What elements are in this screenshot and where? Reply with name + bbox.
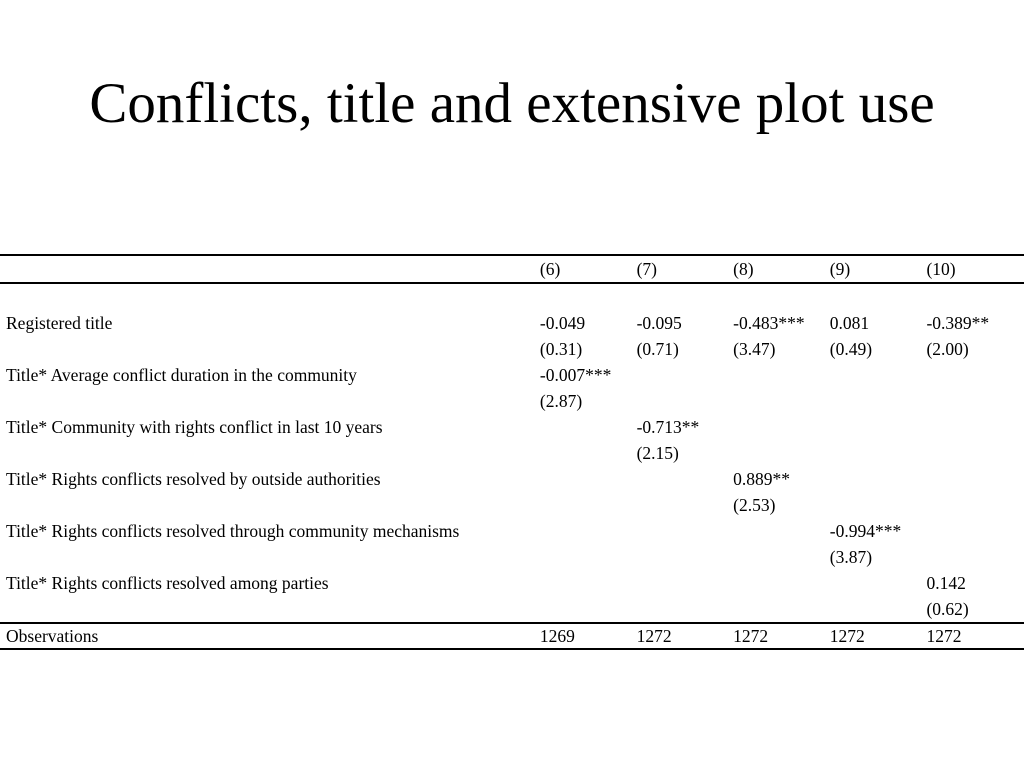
coef-cell bbox=[637, 362, 734, 388]
header-blank-cell bbox=[0, 255, 540, 283]
coef-cell: -0.483*** bbox=[733, 313, 805, 333]
column-header: (8) bbox=[733, 255, 830, 283]
tstat-cell bbox=[926, 440, 1024, 466]
coef-cell: -0.713** bbox=[636, 417, 700, 437]
coef-cell bbox=[733, 518, 830, 544]
row-label: Title* Community with rights conflict in last 10 years bbox=[6, 417, 383, 437]
table-row-coef bbox=[0, 518, 1024, 544]
coef-cell bbox=[830, 466, 927, 492]
coef-cell: -0.095 bbox=[636, 313, 682, 333]
tstat-cell: (2.87) bbox=[539, 391, 583, 411]
coef-cell bbox=[637, 570, 734, 596]
coef-cell: 0.142 bbox=[926, 573, 966, 593]
coef-cell bbox=[540, 466, 637, 492]
coef-cell: -0.049 bbox=[539, 313, 586, 333]
column-header: (10) bbox=[926, 255, 1024, 283]
row-label: Title* Rights conflicts resolved through community mechanisms bbox=[6, 521, 460, 541]
tstat-cell bbox=[830, 388, 927, 414]
coef-cell bbox=[637, 466, 734, 492]
observations-row bbox=[0, 623, 1024, 649]
tstat-cell: (3.87) bbox=[829, 547, 873, 567]
table-row-tstat bbox=[0, 440, 1024, 466]
coef-cell bbox=[830, 362, 927, 388]
tstat-cell bbox=[926, 388, 1024, 414]
tstat-cell bbox=[926, 544, 1024, 570]
tstat-cell: (0.49) bbox=[829, 339, 873, 359]
tstat-cell bbox=[540, 492, 637, 518]
table-row-coef bbox=[0, 414, 1024, 440]
coef-cell bbox=[926, 362, 1024, 388]
table-row-coef bbox=[0, 466, 1024, 492]
spacer-row bbox=[0, 283, 1024, 310]
observations-cell: 1272 bbox=[830, 623, 927, 649]
tstat-cell bbox=[733, 544, 830, 570]
coef-cell bbox=[540, 518, 637, 544]
table-row-coef bbox=[0, 362, 1024, 388]
coef-cell: -0.389** bbox=[926, 313, 990, 333]
coef-cell: 0.081 bbox=[829, 313, 870, 333]
tstat-cell bbox=[830, 492, 927, 518]
column-header: (7) bbox=[637, 255, 734, 283]
tstat-cell bbox=[830, 596, 927, 623]
table-row-tstat bbox=[0, 544, 1024, 570]
tstat-cell: (0.62) bbox=[926, 599, 969, 619]
coef-cell bbox=[540, 570, 637, 596]
column-header: (6) bbox=[540, 255, 637, 283]
tstat-cell: (0.71) bbox=[636, 339, 679, 359]
table-row-coef bbox=[0, 570, 1024, 596]
slide-title: Conflicts, title and extensive plot use bbox=[89, 72, 935, 135]
tstat-cell bbox=[733, 388, 830, 414]
coef-cell bbox=[926, 518, 1024, 544]
tstat-cell bbox=[637, 544, 734, 570]
table-row-tstat bbox=[0, 388, 1024, 414]
observations-label: Observations bbox=[0, 623, 540, 649]
coef-cell bbox=[733, 362, 830, 388]
tstat-cell bbox=[637, 596, 734, 623]
tstat-cell: (2.53) bbox=[733, 495, 776, 515]
row-label: Title* Rights conflicts resolved by outside authorities bbox=[6, 469, 381, 489]
table-header-row bbox=[0, 255, 1024, 283]
tstat-cell bbox=[540, 440, 637, 466]
tstat-cell bbox=[733, 440, 830, 466]
coef-cell: 0.889** bbox=[733, 469, 790, 489]
tstat-cell bbox=[733, 596, 830, 623]
table-row-coef bbox=[0, 310, 1024, 336]
tstat-cell bbox=[540, 596, 637, 623]
coef-cell bbox=[926, 466, 1024, 492]
coef-cell: -0.007*** bbox=[539, 365, 612, 385]
tstat-cell bbox=[926, 492, 1024, 518]
tstat-cell bbox=[540, 544, 637, 570]
coef-cell bbox=[733, 414, 830, 440]
coef-cell bbox=[637, 518, 734, 544]
tstat-cell: (2.15) bbox=[636, 443, 679, 463]
row-label: Registered title bbox=[6, 313, 113, 333]
observations-cell: 1272 bbox=[733, 623, 830, 649]
table-row-tstat bbox=[0, 596, 1024, 623]
observations-cell: 1269 bbox=[540, 623, 637, 649]
coef-cell bbox=[540, 414, 637, 440]
coef-cell bbox=[733, 570, 830, 596]
coef-cell: -0.994*** bbox=[829, 521, 902, 541]
regression-table bbox=[0, 254, 1024, 650]
observations-cell: 1272 bbox=[637, 623, 734, 649]
tstat-cell: (0.31) bbox=[539, 339, 583, 359]
tstat-cell bbox=[637, 388, 734, 414]
coef-cell bbox=[830, 414, 927, 440]
column-header: (9) bbox=[830, 255, 927, 283]
coef-cell bbox=[830, 570, 927, 596]
tstat-cell bbox=[830, 440, 927, 466]
tstat-cell: (2.00) bbox=[926, 339, 969, 359]
observations-cell: 1272 bbox=[926, 623, 1024, 649]
row-label: Title* Average conflict duration in the community bbox=[6, 365, 357, 385]
table-row-tstat bbox=[0, 336, 1024, 362]
coef-cell bbox=[926, 414, 1024, 440]
table-row-tstat bbox=[0, 492, 1024, 518]
row-label: Title* Rights conflicts resolved among parties bbox=[6, 573, 329, 593]
tstat-cell bbox=[637, 492, 734, 518]
tstat-cell: (3.47) bbox=[733, 339, 776, 359]
